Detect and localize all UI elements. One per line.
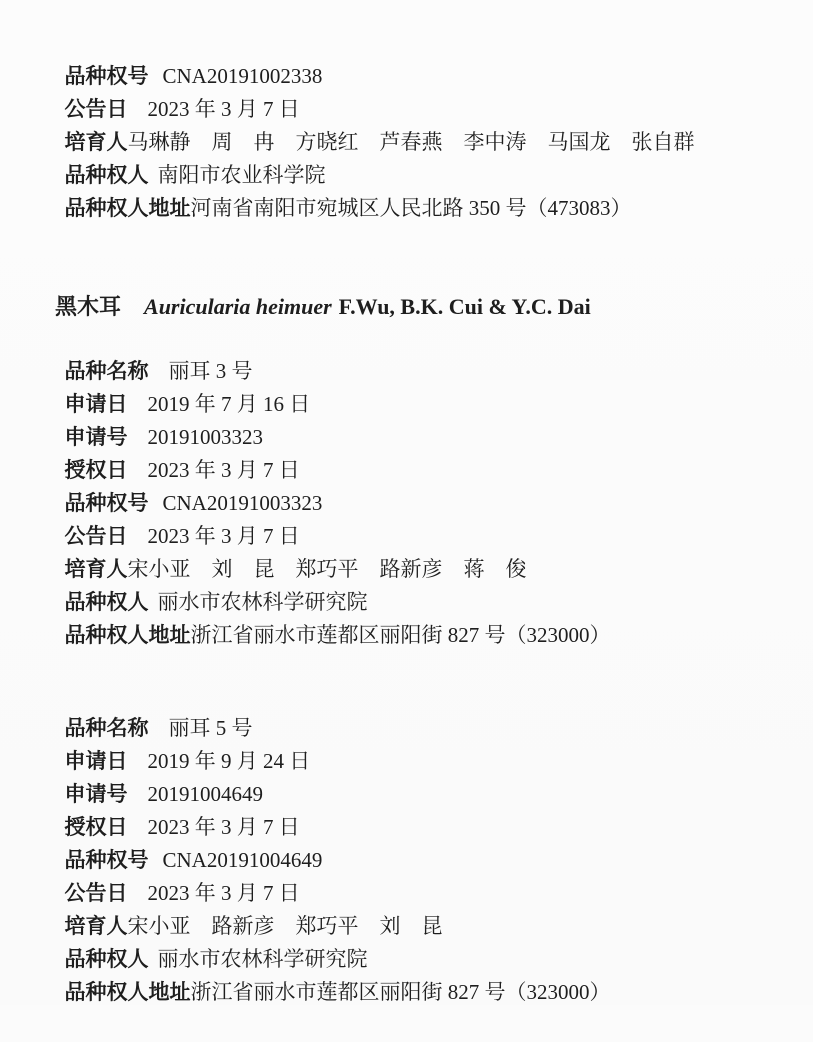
- field-label: 申请日: [64, 749, 128, 773]
- field-row-variety-right-number: [33, 27, 793, 88]
- field-value: 2023 年 3 月 7 日: [147, 815, 300, 839]
- field-value: 2023 年 3 月 7 日: [147, 97, 300, 121]
- field-value: 丽耳 3 号: [168, 359, 253, 383]
- field-label: 公告日: [64, 524, 128, 548]
- field-value: 南阳市农业科学院: [157, 163, 326, 187]
- field-label: 品种权人地址: [64, 623, 191, 647]
- field-value: CNA20191002338: [162, 64, 323, 88]
- field-row-variety-name: [33, 679, 793, 740]
- variety-entry-2: [33, 322, 793, 647]
- field-value: 宋小亚 路新彦 郑巧平 刘 昆: [127, 914, 443, 938]
- field-label: 公告日: [64, 97, 128, 121]
- field-value: 河南省南阳市宛城区人民北路 350 号（473083）: [190, 196, 632, 220]
- field-value: 丽水市农林科学研究院: [157, 590, 368, 614]
- field-label: 品种权人: [64, 163, 149, 187]
- field-label: 品种名称: [64, 716, 149, 740]
- variety-entry-1: [33, 27, 793, 220]
- field-value: 2023 年 3 月 7 日: [147, 524, 300, 548]
- field-label: 品种权号: [64, 848, 149, 872]
- field-value: CNA20191003323: [162, 491, 323, 515]
- field-label: 授权日: [64, 815, 128, 839]
- field-label: 授权日: [64, 458, 128, 482]
- field-label: 品种权人: [64, 590, 149, 614]
- field-label: 培育人: [64, 557, 128, 581]
- field-label: 品种权人: [64, 947, 149, 971]
- field-value: 浙江省丽水市莲都区丽阳街 827 号（323000）: [190, 980, 611, 1004]
- field-label: 申请号: [64, 782, 128, 806]
- field-label: 申请日: [64, 392, 128, 416]
- field-value: 宋小亚 刘 昆 郑巧平 路新彦 蒋 俊: [127, 557, 527, 581]
- species-header: [33, 257, 793, 319]
- field-label: 申请号: [64, 425, 128, 449]
- field-label: 品种权号: [64, 491, 149, 515]
- field-label: 品种名称: [64, 359, 149, 383]
- field-label: 培育人: [64, 130, 128, 154]
- field-value: 马琳静 周 冉 方晓红 芦春燕 李中涛 马国龙 张自群: [127, 130, 695, 154]
- field-value: 2019 年 9 月 24 日: [147, 749, 311, 773]
- field-value: 20191003323: [147, 425, 263, 449]
- field-value: 2023 年 3 月 7 日: [147, 458, 300, 482]
- field-label: 公告日: [64, 881, 128, 905]
- field-value: 20191004649: [147, 782, 263, 806]
- variety-entry-3: [33, 679, 793, 1004]
- field-label: 培育人: [64, 914, 128, 938]
- field-value: 2023 年 3 月 7 日: [147, 881, 300, 905]
- species-authority: F.Wu, B.K. Cui & Y.C. Dai: [338, 294, 591, 319]
- field-value: 丽水市农林科学研究院: [157, 947, 368, 971]
- field-label: 品种权人地址: [64, 196, 191, 220]
- species-latin-name: Auricularia heimuer: [144, 294, 332, 319]
- field-row-variety-name: [33, 322, 793, 383]
- field-label: 品种权号: [64, 64, 149, 88]
- field-value: 丽耳 5 号: [168, 716, 253, 740]
- field-label: 品种权人地址: [64, 980, 191, 1004]
- field-value: 2019 年 7 月 16 日: [147, 392, 311, 416]
- field-value: 浙江省丽水市莲都区丽阳街 827 号（323000）: [190, 623, 611, 647]
- field-value: CNA20191004649: [162, 848, 323, 872]
- species-chinese-name: 黑木耳: [55, 294, 122, 319]
